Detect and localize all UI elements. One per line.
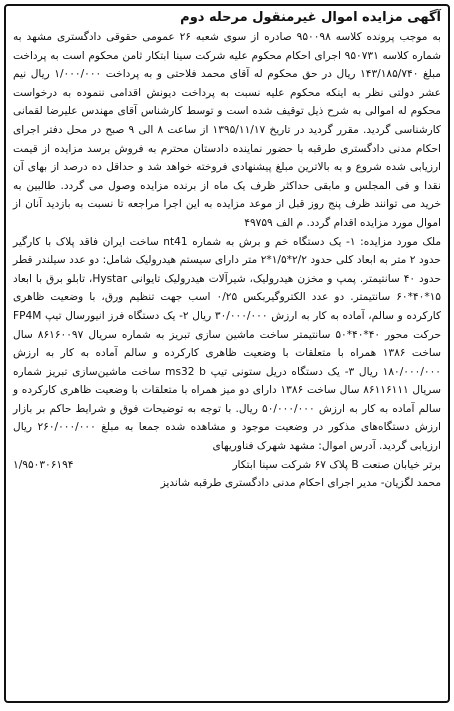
auction-notice <box>4 4 450 703</box>
notice-title: آگهی مزایده اموال غیرمنقول مرحله دوم <box>180 10 441 25</box>
notice-reference-number: ۱/۹۵۰۳۰۶۱۹۴ <box>13 458 74 471</box>
notice-address-line <box>13 456 441 475</box>
notice-address-text: برتر خیابان صنعت B پلاک ۶۷ شرکت سینا ابتکار <box>232 458 441 471</box>
notice-signature: محمد لگزیان- مدیر اجرای احکام مدنی دادگستری طرقبه شاندیز <box>160 477 441 490</box>
notice-paragraph-property: ملک مورد مزایده: ۱- یک دستگاه خم و برش به شماره nt41 ساخت ایران فاقد پلاک با کارگیر حدود ۲ متر به ابعاد کلی حدود ۲/۲*۱/۵*۲ متر دارای سیستم هیدرولیک شامل: دو عدد سیلندر قطر حدود ۴۰ سانتیمتر. پمپ و مخزن هیدرولیک، شیرآلات هیدرولیک تایوانی Hystar، تابلو برق با ابعاد ۱۵*۴۰*۶۰ سانتیمتر. دو عدد الکتروگیربکس ۰/۲۵ اسب جهت تنظیم ورق، با وضعیت ظاهری کارکرده و سالم، آماده به کار به ارزش ۳۰/۰۰۰/۰۰۰ ریال ۲- یک دستگاه فرز انیورسال تیپ FP4M حرکت محور ۴۰*۴۰*۵۰ سانتیمتر ساخت ماشین سازی تبریز به شماره سریال ۸۶۱۶۰۰۹۷ سال ساخت ۱۳۸۶ همراه با متعلقات با وضعیت ظاهری کارکرده و سالم آماده به کار به ارزش ۱۸۰/۰۰۰/۰۰۰ ریال ۳- یک دستگاه دریل ستونی تیپ ms32 b ساخت ماشین‌سازی تبریز شماره سریال ۸۶۱۱۶۱۱۱ سال ساخت ۱۳۸۶ دارای دو میز همراه با متعلقات با وضعیت ظاهری کارکرده و سالم آماده به کار به ارزش ۵۰/۰۰۰/۰۰۰ ریال. با توجه به توضیحات فوق و شرایط حاکم بر بازار ارزش دستگاه‌های مذکور در وضعیت موجود و مشاهده شده جمعا به مبلغ ۲۶۰/۰۰۰/۰۰۰ ریال ارزیابی گردید. آدرس اموال: مشهد شهرک فناوریهای <box>13 235 442 453</box>
notice-paragraph-case: به موجب پرونده کلاسه ۹۵۰۰۹۸ صادره از سوی شعبه ۲۶ عمومی حقوقی دادگستری مشهد به شماره کلاسه ۹۵۰۷۳۱ اجرای احکام محکوم علیه شرکت سینا ابتکار ثامن محکوم است به پرداخت مبلغ ۱۴۳/۱۸۵/۷۴۰ ریال در حق محکوم له آقای محمد فلاحتی و به پرداخت ۱/۰۰۰/۰۰۰ ریال نیم عشر دولتی نظر به اینکه محکوم علیه نسبت به پرداخت دیونش اقدامی ننموده به درخواست محکوم له اموالی به شرح ذیل توقیف شده است و توسط کارشناس آقای مهندس علیرضا لقمانی کارشناسی گردید. مقرر گردید در تاریخ ۱۳۹۵/۱۱/۱۷ از ساعت ۸ الی ۹ صبح در محل دفتر اجرای احکام مدنی دادگستری طرقبه با حضور نماینده دادستان محترم به فروش برسد مزایده از قیمت ارزیابی شده شروع و به بالاترین مبلغ پیشنهادی فروخته خواهد شد و حداقل ده درصد از بهای آن نقدا و فی المجلس و مابقی حداکثر ظرف یک ماه از برنده مزایده وصول می گردد. طالبین به خرید می توانند ظرف پنج روز قبل از موعد مزایده به این اجرا مراجعه تا نسبت به بازدید آنان از اموال مورد مزایده اقدام گردد. م الف ۴۹۷۵۹ <box>13 31 442 229</box>
